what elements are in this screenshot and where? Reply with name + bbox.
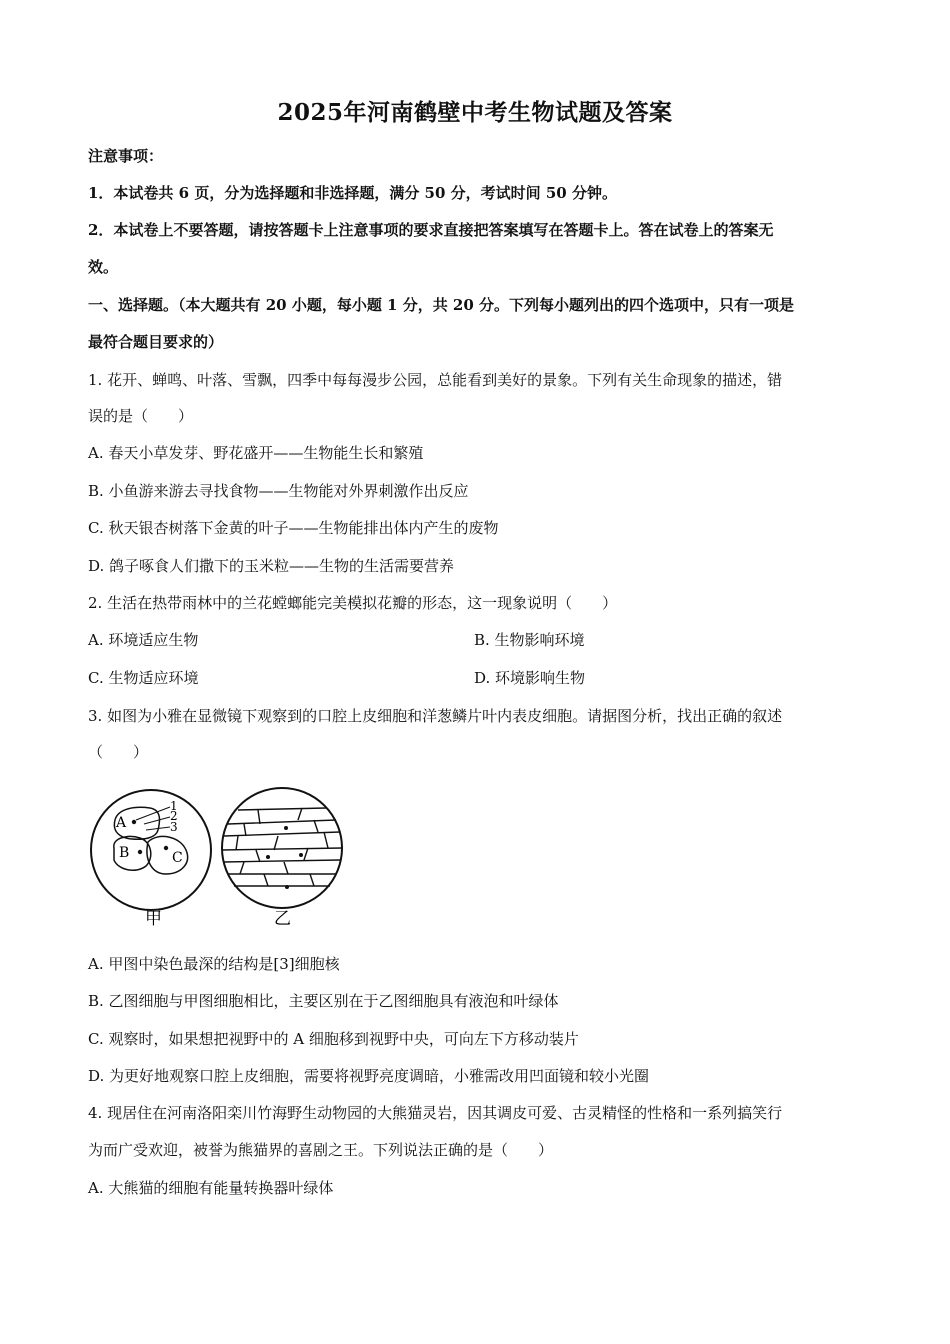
- label-cell-b: B: [119, 845, 130, 861]
- q1-stem-line-1: 1. 花开、蝉鸣、叶落、雪飘，四季中每每漫步公园，总能看到美好的景象。下列有关生命现象的描述，错: [88, 371, 783, 389]
- figure-label-yi: 乙: [274, 909, 291, 929]
- q3-stem-line-2: （ ）: [88, 743, 149, 761]
- q1-stem-line-2: 误的是（ ）: [88, 407, 194, 425]
- q2-stem: 2. 生活在热带雨林中的兰花螳螂能完美模拟花瓣的形态，这一现象说明（ ）: [88, 594, 618, 612]
- onion-nucleus-2: [266, 855, 270, 859]
- onion-nucleus-1: [284, 826, 288, 830]
- label-cell-c: C: [172, 850, 183, 866]
- cell-a-nucleus: [132, 820, 136, 824]
- cell-c-nucleus: [164, 846, 168, 850]
- q3-option-a: A. 甲图中染色最深的结构是[3]细胞核: [88, 955, 340, 973]
- label-num-1: 1: [170, 799, 178, 813]
- q3-option-d: D. 为更好地观察口腔上皮细胞，需要将视野亮度调暗，小雅需改用凹面镜和较小光圈: [88, 1067, 650, 1085]
- section-1-heading-line-2: 最符合题目要求的）: [88, 333, 224, 351]
- q3-option-c: C. 观察时，如果想把视野中的 A 细胞移到视野中央，可向左下方移动装片: [88, 1030, 579, 1048]
- notice-item-2-line-1: 2．本试卷上不要答题，请按答题卡上注意事项的要求直接把答案填写在答题卡上。答在试卷上的答案无: [88, 221, 774, 239]
- microscope-cell-figure: [88, 780, 358, 930]
- pointer-line-2: [144, 817, 170, 824]
- q2-option-d: D. 环境影响生物: [474, 669, 586, 687]
- q2-option-b: B. 生物影响环境: [474, 631, 585, 649]
- cell-b-nucleus: [138, 850, 142, 854]
- notice-item-2-line-2: 效。: [88, 258, 119, 276]
- q4-option-a: A. 大熊猫的细胞有能量转换器叶绿体: [88, 1179, 334, 1197]
- label-num-3: 3: [170, 820, 178, 834]
- label-cell-a: A: [116, 815, 127, 831]
- q1-option-c: C. 秋天银杏树落下金黄的叶子——生物能排出体内产生的废物: [88, 519, 499, 537]
- notice-item-1: 1．本试卷共 6 页，分为选择题和非选择题，满分 50 分，考试时间 50 分钟。: [88, 184, 617, 202]
- q3-stem-line-1: 3. 如图为小雅在显微镜下观察到的口腔上皮细胞和洋葱鳞片叶内表皮细胞。请据图分析，找出正确的叙述: [88, 707, 783, 725]
- q1-option-a: A. 春天小草发芽、野花盛开——生物能生长和繁殖: [88, 444, 424, 462]
- q4-stem-line-2: 为而广受欢迎，被誉为熊猫界的喜剧之王。下列说法正确的是（ ）: [88, 1141, 554, 1159]
- q1-option-d: D. 鸽子啄食人们撒下的玉米粒——生物的生活需要营养: [88, 557, 455, 575]
- q2-option-a: A. 环境适应生物: [88, 631, 199, 649]
- onion-nucleus-4: [285, 885, 289, 889]
- figure-label-jia: 甲: [145, 909, 162, 929]
- q3-option-b: B. 乙图细胞与甲图细胞相比，主要区别在于乙图细胞具有液泡和叶绿体: [88, 992, 559, 1010]
- page-title: 2025年河南鹤壁中考生物试题及答案: [277, 99, 673, 126]
- q1-option-b: B. 小鱼游来游去寻找食物——生物能对外界刺激作出反应: [88, 482, 469, 500]
- section-1-heading-line-1: 一、选择题。（本大题共有 20 小题，每小题 1 分，共 20 分。下列每小题列出的四个选项中，只有一项是: [88, 296, 795, 314]
- q2-option-c: C. 生物适应环境: [88, 669, 199, 687]
- onion-cell-walls: [222, 808, 342, 886]
- onion-nucleus-3: [299, 853, 303, 857]
- label-num-2: 2: [170, 809, 178, 823]
- notice-heading: 注意事项：: [88, 147, 164, 165]
- q4-stem-line-1: 4. 现居住在河南洛阳栾川竹海野生动物园的大熊猫灵岩，因其调皮可爱、古灵精怪的性格和一系列搞笑行: [88, 1104, 783, 1122]
